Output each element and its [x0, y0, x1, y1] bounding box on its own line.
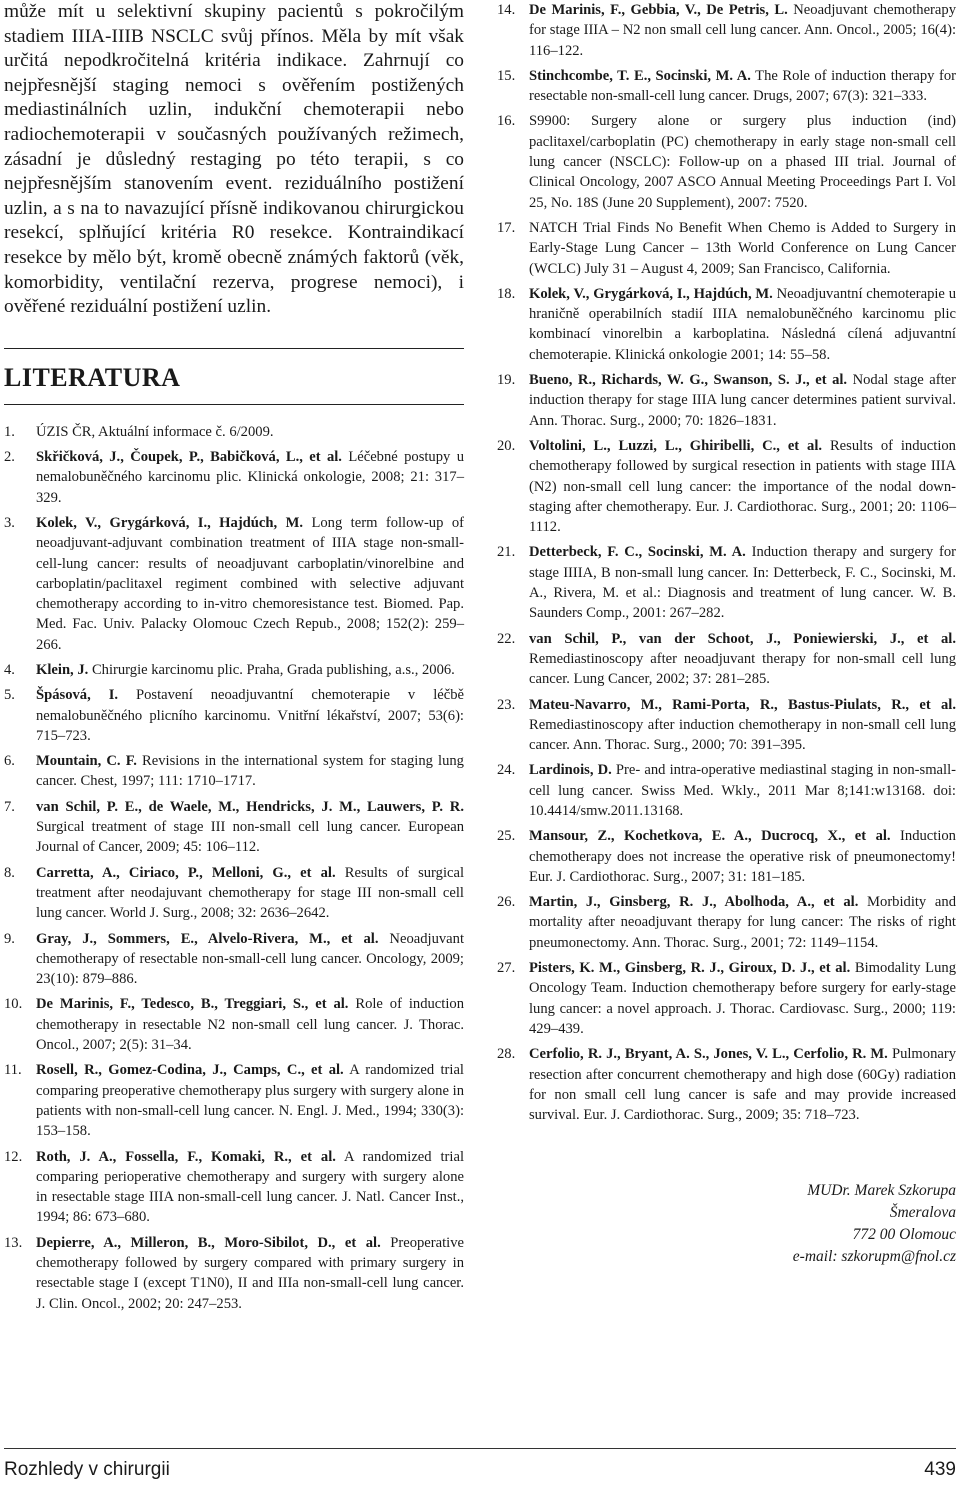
reference-text: Neoadjuvant chemotherapy for stage IIIA – N2 non small cell lung cancer. Ann. Oncol., 2005; 16(4): 116–122.: [529, 2, 956, 59]
reference-item: [4, 863, 464, 924]
reference-item: [497, 284, 956, 365]
reference-text: The Role of induction therapy for resectable non-small-cell lung cancer. Drugs, 2007; 67(3): 321–333.: [529, 67, 957, 105]
reference-authors: Detterbeck, F. C., Socinski, M. A.: [529, 544, 746, 561]
reference-authors: van Schil, P. E., de Waele, M., Hendricks, J. M., Lauwers, P. R.: [36, 798, 464, 815]
reference-number: 1.: [4, 423, 15, 440]
reference-number: 19.: [497, 372, 516, 389]
reference-text: Surgical treatment of stage III non-small cell lung cancer. European Journal of Cancer, 2009; 45: 106–112.: [36, 819, 464, 856]
reference-authors: Kolek, V., Grygárková, I., Hajdúch, M.: [36, 514, 304, 531]
reference-text: Preoperative chemotherapy followed by surgery compared with primary surgery in resectable stage I (except T1N0), II and IIIa non-small-cell lung cancer. J. Clin. Oncol., 2002; 20: 247–253.: [36, 1234, 464, 1312]
reference-text: Nodal stage after induction therapy for stage IIIA lung cancer determines patient survival. Ann. Thorac. Surg., 2000; 70: 1826–1831.: [529, 372, 957, 429]
reference-text: S9900: Surgery alone or surgery plus induction (ind) paclitaxel/carboplatin (PC) chemotherapy in early stage non-small cell lung cancer (NSCLC): Follow-up on a phased III trial. Journal of Clinical Oncology, 2007 ASCO Annual Meeting Proceedings Part I. Vol 25, No. 18S (June 20 Supplement), 2007: 7520.: [529, 113, 956, 211]
reference-text: Induction chemotherapy does not increase the operative risk of pneumonectomy! Eur. J. Cardiothorac. Surg., 2007; 31: 181–185.: [529, 828, 956, 885]
left-column: [4, 0, 464, 1319]
reference-text: A randomized trial comparing preoperative chemotherapy plus surgery with surgery alone in patients with non-small-cell lung cancer. N. Engl. J. Med., 1994; 330(3): 153–158.: [36, 1062, 464, 1140]
reference-item: [497, 542, 956, 623]
reference-item: [497, 826, 956, 887]
reference-authors: Voltolini, L., Luzzi, L., Ghiribelli, C., et al.: [529, 437, 823, 454]
reference-item: [497, 436, 956, 537]
reference-item: [4, 1060, 464, 1141]
reference-number: 11.: [4, 1062, 22, 1079]
reference-item: [4, 660, 464, 680]
reference-text: Results of surgical treatment after neodajuvant chemotherapy for stage III non-small cell lung cancer. World J. Surg., 2008; 32: 2636–2642.: [36, 864, 465, 922]
reference-number: 13.: [4, 1234, 23, 1251]
reference-text: Pulmonary resection after concurrent chemotherapy and high dose (60Gy) radiation for non small cell lung cancer is safe and may provide increased survival. Eur. J. Cardiothorac. Surg., 2009; 35: 718–723.: [529, 1046, 957, 1124]
reference-authors: Bueno, R., Richards, W. G., Swanson, S. J., et al.: [529, 372, 848, 389]
literature-heading: LITERATURA: [4, 348, 464, 405]
reference-item: [497, 370, 956, 431]
reference-number: 4.: [4, 661, 15, 678]
reference-text: Results of induction chemotherapy followed by surgical resection in patients with stage IIIA (N2) non-small cell lung cancer: the importance of the nodal down-staging after chemotherapy. Eur. J. Cardiothorac. Surg., 2001; 20: 1106–1112.: [529, 437, 956, 536]
reference-authors: Stinchcombe, T. E., Socinski, M. A.: [529, 67, 751, 84]
article-body-text: může mít u selektivní skupiny pacientů s pokročilým stadiem IIIA-IIIB NSCLC svůj přínos. Měla by mít však určitá nepodkročitelná kritéria indikace. Zahrnují co nejpřesnější staging nemoci s ověřením postižených mediastinálních uzlin, indukční chemoterapii nebo radiochemoterapii v současných používaných režimech, zásadní je důsledný restaging po této terapii, s co nejpřesnějším stanovením event. reziduálního postižení uzlin, a s na to navazující přísně indikovanou chirurgickou resekcí, splňující kritéria R0 resekce. Kontraindikací resekce by mělo být, kromě obecně známých faktorů (věk, komorbidity, ventilační rezerva, progrese nemoci), i ověřené reziduální postižení uzlin.: [4, 1, 464, 318]
reference-number: 18.: [497, 285, 516, 302]
reference-item: [497, 1044, 956, 1125]
reference-item: [497, 695, 956, 756]
reference-text: Long term follow-up of neoadjuvant-adjuvant combination treatment of IIIA stage non-small-cell-lung cancer: results of neoadjuvant carboplatin/vinorelbine and carboplatin/paclitaxel regiment combined with selective adjuvant chemotherapy according to in-vitro chemoresistance test. Biomed. Pap. Med. Fac. Univ. Palacky Olomouc Czech Repub., 2008; 152(2): 259–266.: [36, 514, 464, 653]
reference-text: Role of induction chemotherapy in resectable N2 non-small cell lung cancer. J. Thorac. Oncol., 2007; 2(5): 31–34.: [36, 996, 464, 1054]
reference-number: 17.: [497, 219, 516, 236]
reference-item: [497, 629, 956, 690]
reference-authors: Roth, J. A., Fossella, F., Komaki, R., et al.: [36, 1148, 336, 1165]
reference-number: 7.: [4, 798, 15, 815]
reference-authors: van Schil, P., van der Schoot, J., Poniewierski, J., et al.: [529, 630, 956, 647]
reference-number: 27.: [497, 960, 516, 977]
reference-number: 10.: [4, 996, 23, 1013]
reference-number: 25.: [497, 828, 516, 845]
reference-item: [4, 1147, 464, 1228]
reference-item: [497, 760, 956, 821]
reference-authors: Lardinois, D.: [529, 762, 612, 779]
reference-text: Chirurgie karcinomu plic. Praha, Grada publishing, a.s., 2006.: [88, 661, 455, 678]
reference-text: Induction therapy and surgery for stage IIIIA, B non-small lung cancer. In: Detterbeck, F. C., Socinski, M. A., Rivera, M. et al.: Diagnosis and treatment of lung cancer. W. B. Saunders Comp., 2001: 267–282.: [529, 544, 956, 622]
reference-number: 23.: [497, 696, 516, 713]
reference-number: 24.: [497, 762, 516, 779]
reference-item: [497, 111, 956, 212]
reference-number: 20.: [497, 437, 516, 454]
author-city: 772 00 Olomouc: [852, 1226, 956, 1243]
reference-text: Remediastinoscopy after neoadjuvant therapy for non-small cell lung cancer. Lung Cancer, 2002; 37: 281–285.: [529, 650, 956, 688]
reference-item: [4, 751, 464, 792]
reference-authors: Skřičková, J., Čoupek, P., Babičková, L., et al.: [36, 449, 342, 466]
page-number: 439: [924, 1459, 956, 1480]
reference-text: Pre- and intra-operative mediastinal staging in non-small-cell lung cancer. Swiss Med. Wkly., 2011 Mar 8;141:w13168. doi: 10.4414/smw.2011.13168.: [529, 762, 956, 819]
reference-text: Neoadjuvant chemotherapy of resectable non-small-cell lung cancer. Oncology, 2009; 23(10): 879–886.: [36, 930, 464, 988]
reference-text: Revisions in the international system for staging lung cancer. Chest, 1997; 111: 1710–1717.: [36, 753, 464, 790]
reference-text: NATCH Trial Finds No Benefit When Chemo is Added to Surgery in Early-Stage Lung Cancer – 13th World Conference on Lung Cancer (WCLC) July 31 – August 4, 2009; San Francisco, California.: [529, 219, 956, 277]
reference-authors: De Marinis, F., Tedesco, B., Treggiari, S., et al.: [36, 996, 349, 1013]
reference-authors: Gray, J., Sommers, E., Alvelo-Rivera, M., et al.: [36, 930, 379, 947]
reference-number: 9.: [4, 930, 15, 947]
reference-item: [4, 929, 464, 990]
reference-item: [497, 66, 956, 107]
reference-item: [497, 892, 956, 953]
reference-text: A randomized trial comparing perioperative chemotherapy and surgery with surgery alone in resectable stage IIIA non-small-cell lung cancer. J. Natl. Cancer Inst., 1994; 86: 673–680.: [36, 1148, 464, 1226]
reference-item: [4, 513, 464, 655]
reference-item: [4, 422, 464, 442]
reference-number: 26.: [497, 894, 516, 911]
author-name: MUDr. Marek Szkorupa: [807, 1182, 956, 1199]
reference-item: [4, 994, 464, 1055]
reference-number: 22.: [497, 630, 516, 647]
journal-name: Rozhledy v chirurgii: [4, 1459, 170, 1480]
reference-number: 12.: [4, 1148, 23, 1165]
reference-authors: De Marinis, F., Gebbia, V., De Petris, L.: [529, 2, 788, 18]
right-column: [497, 0, 956, 1130]
reference-authors: Pisters, K. M., Ginsberg, R. J., Giroux, D. J., et al.: [529, 960, 851, 977]
reference-text: Remediastinoscopy after induction chemotherapy in non-small cell lung cancer. Ann. Thorac. Surg., 2000; 70: 391–395.: [529, 716, 956, 754]
reference-authors: Carretta, A., Ciriaco, P., Melloni, G., et al.: [36, 864, 336, 881]
reference-number: 15.: [497, 67, 516, 84]
reference-authors: Mountain, C. F.: [36, 753, 137, 770]
reference-number: 2.: [4, 449, 15, 466]
reference-text: Morbidity and mortality after neoadjuvant therapy for lung cancer: The risks of right pneumonectomy. Ann. Thorac. Surg., 2001; 72: 1149–1154.: [529, 894, 956, 951]
reference-authors: Rosell, R., Gomez-Codina, J., Camps, C., et al.: [36, 1062, 344, 1079]
reference-item: [497, 0, 956, 61]
reference-text: Bimodality Lung Oncology Team. Induction chemotherapy before surgery for early-stage lung cancer: a novel approach. J. Thorac. Cardiovasc. Surg., 2000; 119: 429–439.: [529, 960, 956, 1037]
reference-authors: Špásová, I.: [36, 687, 119, 704]
reference-item: [4, 447, 464, 508]
reference-authors: Depierre, A., Milleron, B., Moro-Sibilot, D., et al.: [36, 1234, 381, 1251]
reference-text: Postavení neoadjuvantní chemoterapie v léčbě nemalobuněčného plicního karcinomu. Vnitřní lékařství, 2007; 53(6): 715–723.: [36, 687, 464, 744]
reference-number: 8.: [4, 864, 15, 881]
reference-number: 5.: [4, 687, 15, 704]
reference-number: 21.: [497, 544, 516, 561]
page-footer: [4, 1448, 956, 1481]
reference-item: [4, 797, 464, 858]
reference-text: ÚZIS ČR, Aktuální informace č. 6/2009.: [36, 423, 274, 440]
reference-authors: Martin, J., Ginsberg, R. J., Abolhoda, A., et al.: [529, 894, 859, 911]
author-street: Šmeralova: [889, 1204, 956, 1221]
reference-authors: Kolek, V., Grygárková, I., Hajdúch, M.: [529, 285, 773, 302]
reference-number: 28.: [497, 1046, 516, 1063]
reference-authors: Klein, J.: [36, 661, 89, 678]
reference-number: 16.: [497, 113, 516, 130]
reference-list-left: [4, 422, 464, 1314]
reference-text: Léčebné postupy u nemalobuněčného karcinomu plic. Klinická onkologie, 2008; 21: 317–329.: [36, 449, 464, 506]
reference-number: 14.: [497, 2, 516, 18]
author-signature: [793, 1180, 956, 1268]
reference-text: Neoadjuvantní chemoterapie u hraničně operabilních stadií IIIA nemalobuněčného karcinomu plic kombinací vinorelbin a karboplatina. Následná cílená adjuvantní chemoterapie. Klinická onkologie 2001; 14: 55–58.: [529, 285, 956, 363]
reference-item: [4, 1233, 464, 1314]
reference-number: 6.: [4, 753, 15, 770]
reference-item: [497, 218, 956, 279]
author-email: e-mail: szkorupm@fnol.cz: [792, 1248, 956, 1265]
reference-number: 3.: [4, 514, 15, 531]
reference-item: [4, 685, 464, 746]
reference-authors: Cerfolio, R. J., Bryant, A. S., Jones, V. L., Cerfolio, R. M.: [529, 1046, 888, 1063]
reference-authors: Mateu-Navarro, M., Rami-Porta, R., Bastus-Piulats, R., et al.: [529, 696, 956, 713]
reference-list-right: [497, 0, 956, 1125]
reference-item: [497, 958, 956, 1039]
reference-authors: Mansour, Z., Kochetkova, E. A., Ducrocq, X., et al.: [529, 828, 891, 845]
